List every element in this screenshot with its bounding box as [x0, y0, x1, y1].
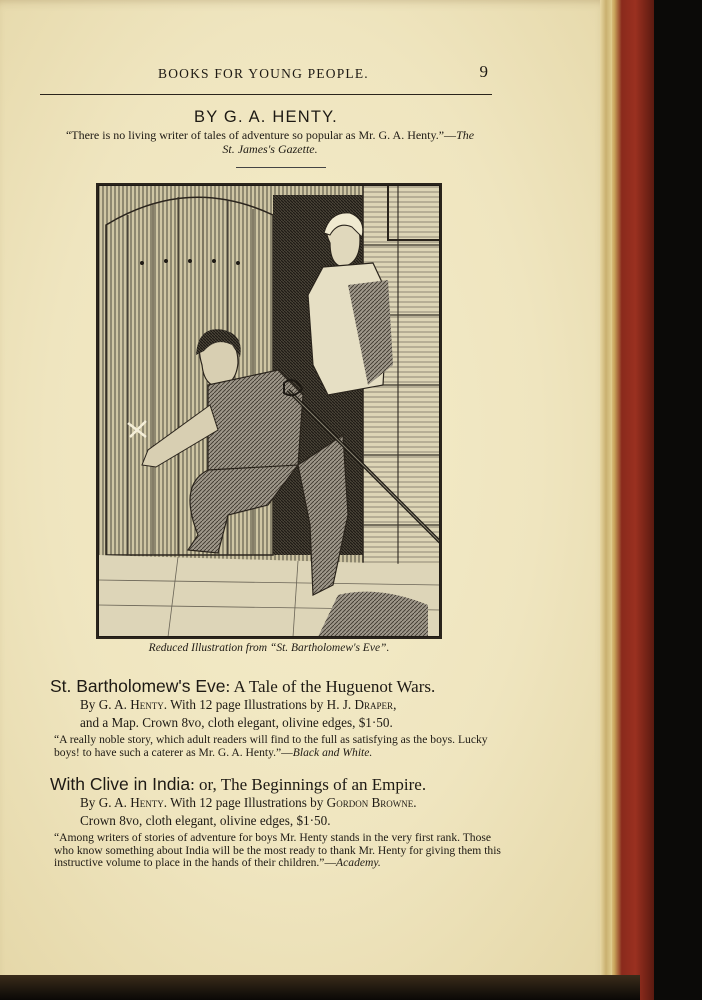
review-source: Academy.: [336, 856, 381, 870]
divider-rule: [236, 167, 326, 168]
review-text: “Among writers of stories of adventure for boys Mr. Henty stands in the very first rank. Those who know something about India will be the most ready to thank Mr. Henty for giving them this instructive volume to place in the hands of their children.”—: [54, 831, 501, 870]
author-quote: [60, 128, 480, 156]
illustration-caption: Reduced Illustration from “St. Bartholomew's Eve”.: [148, 642, 390, 654]
by-prefix: By: [80, 697, 99, 712]
book-title-line: [50, 676, 570, 697]
author-quote-source: The St. James's Gazette.: [222, 128, 475, 156]
review-source: Black and White.: [292, 745, 373, 759]
book-review: [54, 832, 508, 870]
author-heading: BY G. A. HENTY.: [194, 108, 338, 126]
author-name: G. A. Henty: [98, 795, 164, 810]
bottom-shadow: [0, 975, 640, 1000]
running-title: BOOKS FOR YOUNG PEOPLE.: [158, 66, 369, 81]
details-a: . With 12 page Illustrations by: [163, 795, 327, 810]
book-title-line: [50, 774, 570, 795]
engraving-illustration: [96, 183, 442, 639]
book-details: [80, 794, 520, 829]
book-review: [54, 734, 508, 759]
book-subtitle: : or, The Beginnings of an Empire.: [190, 775, 427, 794]
author-quote-text: “There is no living writer of tales of adventure so popular as Mr. G. A. Henty.”—: [65, 128, 457, 142]
details-a: . With 12 page Illustrations by: [163, 697, 327, 712]
details-b: ,: [393, 697, 397, 712]
illustrator-name: H. J. Draper: [326, 697, 394, 712]
page-edge: [600, 0, 612, 990]
book-subtitle: : A Tale of the Huguenot Wars.: [225, 677, 436, 696]
details-b: .: [413, 795, 417, 810]
illustrator-name: Gordon Browne: [326, 795, 414, 810]
engraving-drawing: [98, 185, 440, 637]
author-name: G. A. Henty: [98, 697, 164, 712]
book-details: [80, 696, 520, 731]
review-text: “A really noble story, which adult readers will find to the full as satisfying as the boys. Lucky boys! to have such a caterer as Mr. G. A. Henty.”—: [54, 733, 488, 759]
details-line2: Crown 8vo, cloth elegant, olivine edges, $1·50.: [80, 812, 331, 828]
book-title: St. Bartholomew's Eve: [50, 676, 226, 696]
running-head: [40, 64, 492, 95]
by-prefix: By: [80, 795, 99, 810]
page-number: 9: [479, 62, 488, 81]
details-line2: and a Map. Crown 8vo, cloth elegant, olivine edges, $1·50.: [80, 714, 393, 730]
book-title: With Clive in India: [50, 774, 191, 794]
